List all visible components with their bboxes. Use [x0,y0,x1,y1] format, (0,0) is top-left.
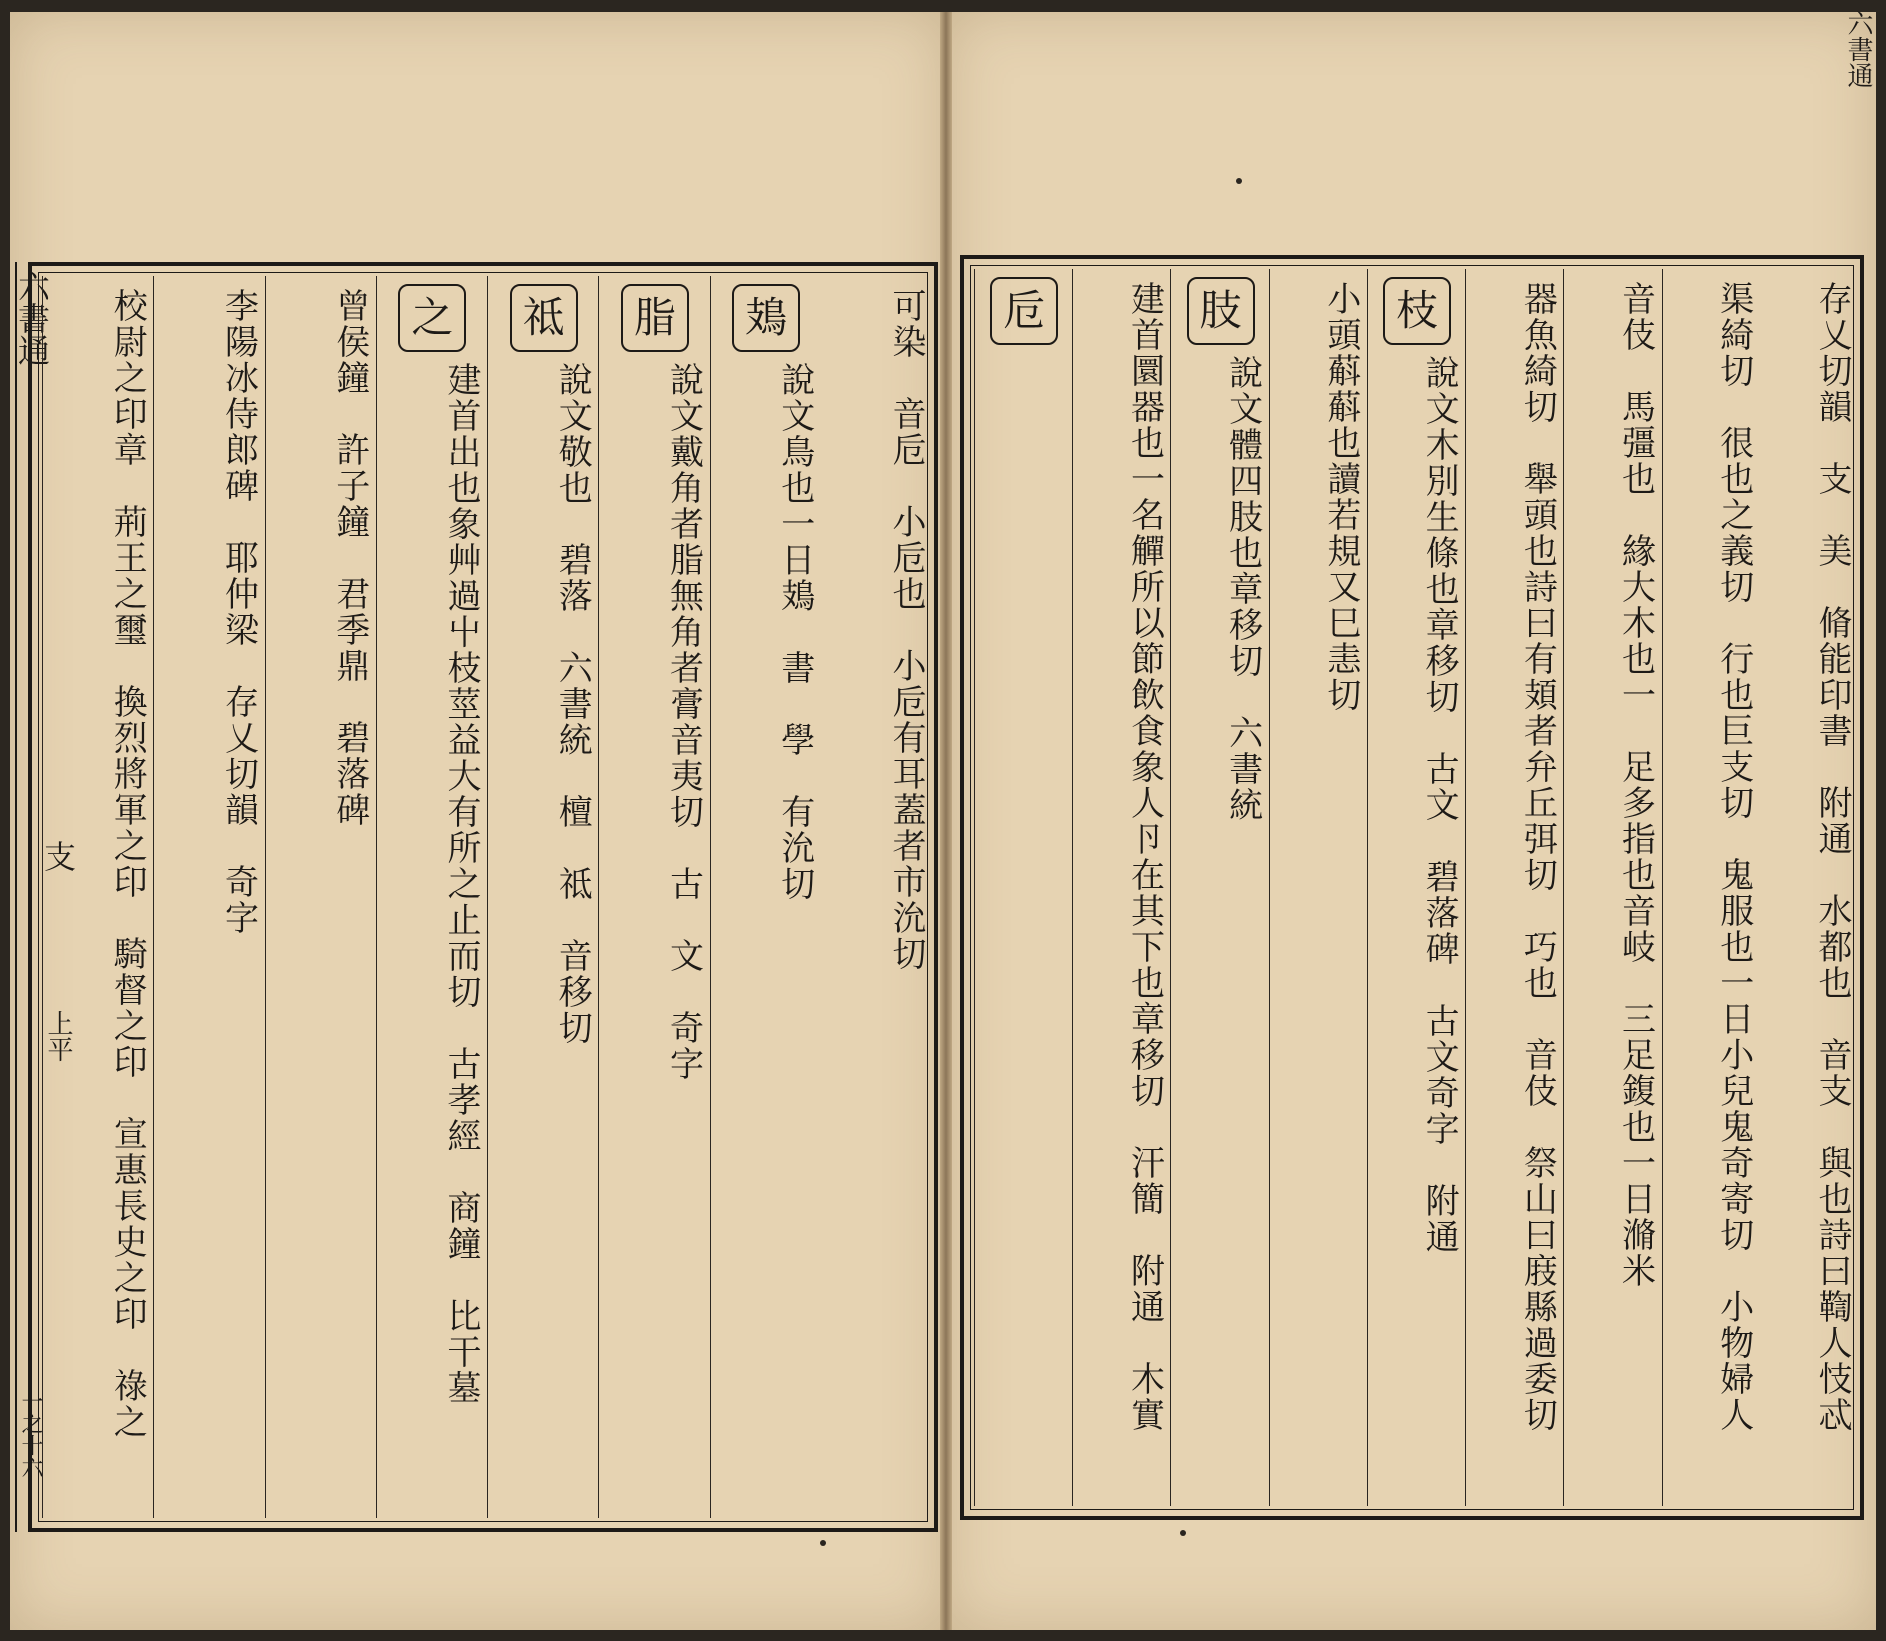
headword-box: 枝 [1383,277,1451,345]
column-text: 說文鳥也一日鳷 書 學 有沇切 [774,362,815,902]
headword-box: 祗 [510,284,578,352]
text-column [974,269,1072,1506]
column-text: 李陽冰侍郎碑 耶仲梁 存乂切韻 奇字 [218,288,259,936]
column-text: 建首出也象艸過屮枝莖益大有所之止而切 古孝經 商鐘 比干墓 [441,362,481,1406]
text-column [1662,269,1760,1506]
text-column [39,276,153,1518]
ink-spot [1236,178,1242,184]
headword-box: 鳷 [732,284,800,352]
column-text: 說文敬也 碧落 六書統 檀 祗 音移切 [552,362,593,1046]
text-column [1563,269,1661,1506]
column-text: 可染 音卮 小卮也 小卮有耳蓋者市沇切 [886,288,926,972]
right-page-frame [960,255,1864,1520]
column-text: 小頭蔛蔛也讀若規又巳恚切 [1320,281,1361,713]
left-margin-title: 六書通 [13,270,51,366]
left-page-number: 一之十六 [18,1390,43,1478]
column-text: 校尉之印章 荊王之璽 換烈將軍之印 騎督之印 宣惠長史之印 祿之 [107,288,148,1440]
column-text: 建首圜器也一名觶所以節飲食象人卪在其下也章移切 汗簡 附通 木實 [1124,281,1165,1433]
column-text: 渠綺切 很也之義切 行也巨支切 鬼服也一日小兒鬼奇寄切 小物婦人 [1713,281,1754,1433]
column-text: 說文體四肢也章移切 六書統 [1222,355,1263,823]
ink-spot [820,1540,826,1546]
column-text: 存乂切韻 支 美 脩能印書 附通 水都也 音支 與也詩曰鞫人忮忒 [1811,281,1852,1433]
headword-box: 肢 [1187,277,1255,345]
text-column [1760,269,1858,1506]
left-margin-volume: 上平 [43,1010,73,1062]
left-page-frame [28,262,938,1532]
text-column [487,276,598,1518]
text-column [376,276,487,1518]
headword-box: 脂 [621,284,689,352]
column-text: 音伎 馬彊也 緣大木也一 足多指也音岐 三足鍑也一日滫米 [1615,281,1656,1289]
text-column [265,276,376,1518]
column-text: 曾侯鐘 許子鐘 君季鼎 碧落碑 [329,288,370,828]
text-column [710,276,821,1518]
ink-spot [1180,1530,1186,1536]
text-column [1367,269,1465,1506]
text-column [153,276,264,1518]
column-text: 說文木別生條也章移切 古文 碧落碑 古文奇字 附通 [1419,355,1460,1255]
column-text: 器魚綺切 舉頭也詩曰有頍者弁丘弭切 巧也 音伎 祭山曰庪縣過委切 [1517,281,1558,1433]
text-column [1465,269,1563,1506]
text-column [1170,269,1268,1506]
column-text: 說文戴角者脂無角者膏音夷切 古 文 奇字 [663,362,704,1082]
headword-box: 卮 [990,277,1058,345]
text-column [1269,269,1367,1506]
text-column [1072,269,1170,1506]
headword-box: 之 [398,284,466,352]
text-column [821,276,932,1518]
book-gutter [940,12,952,1630]
column-text [985,355,1066,1494]
text-column [598,276,709,1518]
left-margin-char: 支 [39,840,77,872]
right-margin-title: 六書通 [1843,10,1873,88]
